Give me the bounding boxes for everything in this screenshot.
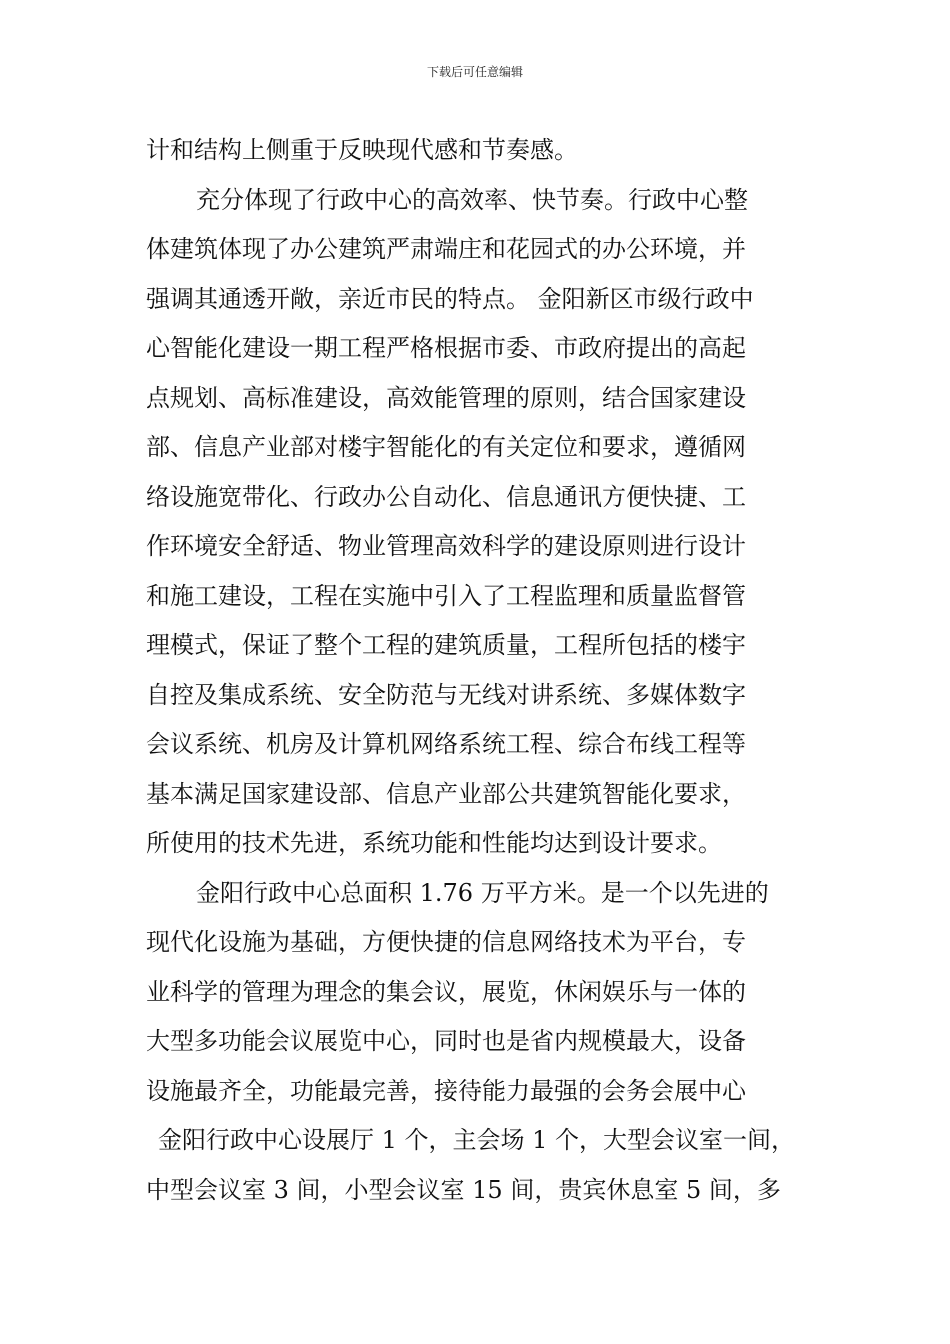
text-line: 理模式，保证了整个工程的建筑质量，工程所包括的楼宇	[146, 631, 746, 659]
text-line: 计和结构上侧重于反映现代感和节奏感。	[146, 136, 578, 164]
text-line: 自控及集成系统、安全防范与无线对讲系统、多媒体数字	[146, 680, 746, 709]
text-line: 络设施宽带化、行政办公自动化、信息通讯方便快捷、工	[146, 482, 746, 511]
text-line: 设施最齐全，功能最完善，接待能力最强的会务会展中心	[146, 1076, 746, 1105]
text-line: 中型会议室 3 间，小型会议室 15 间，贵宾休息室 5 间，多	[146, 1175, 781, 1204]
text-line: 点规划、高标准建设，高效能管理的原则，结合国家建设	[146, 383, 746, 412]
text-line: 会议系统、机房及计算机网络系统工程、综合布线工程等	[146, 730, 746, 758]
text-line: 金阳行政中心设展厅 1 个，主会场 1 个，大型会议室一间，	[158, 1126, 796, 1154]
text-line: 基本满足国家建设部、信息产业部公共建筑智能化要求，	[146, 779, 746, 808]
text-line: 心智能化建设一期工程严格根据市委、市政府提出的高起	[146, 334, 746, 362]
text-line: 强调其通透开敞，亲近市民的特点。 金阳新区市级行政中	[146, 284, 754, 313]
text-line: 和施工建设，工程在实施中引入了工程监理和质量监督管	[146, 581, 746, 610]
text-line: 所使用的技术先进，系统功能和性能均达到设计要求。	[146, 829, 722, 857]
page-header: 下载后可任意编辑	[426, 65, 523, 79]
text-line: 业科学的管理为理念的集会议，展览，休闲娱乐与一体的	[146, 977, 746, 1006]
text-line: 现代化设施为基础，方便快捷的信息网络技术为平台，专	[146, 928, 746, 956]
text-line: 充分体现了行政中心的高效率、快节奏。行政中心整	[196, 185, 748, 214]
text-line: 部、信息产业部对楼宇智能化的有关定位和要求，遵循网	[146, 433, 746, 461]
text-line: 金阳行政中心总面积 1.76 万平方米。是一个以先进的	[196, 878, 769, 907]
text-line: 体建筑体现了办公建筑严肃端庄和花园式的办公环境，并	[146, 235, 746, 263]
text-line: 作环境安全舒适、物业管理高效科学的建设原则进行设计	[146, 532, 746, 560]
document-body	[146, 126, 822, 1215]
text-line: 大型多功能会议展览中心，同时也是省内规模最大，设备	[146, 1027, 746, 1055]
